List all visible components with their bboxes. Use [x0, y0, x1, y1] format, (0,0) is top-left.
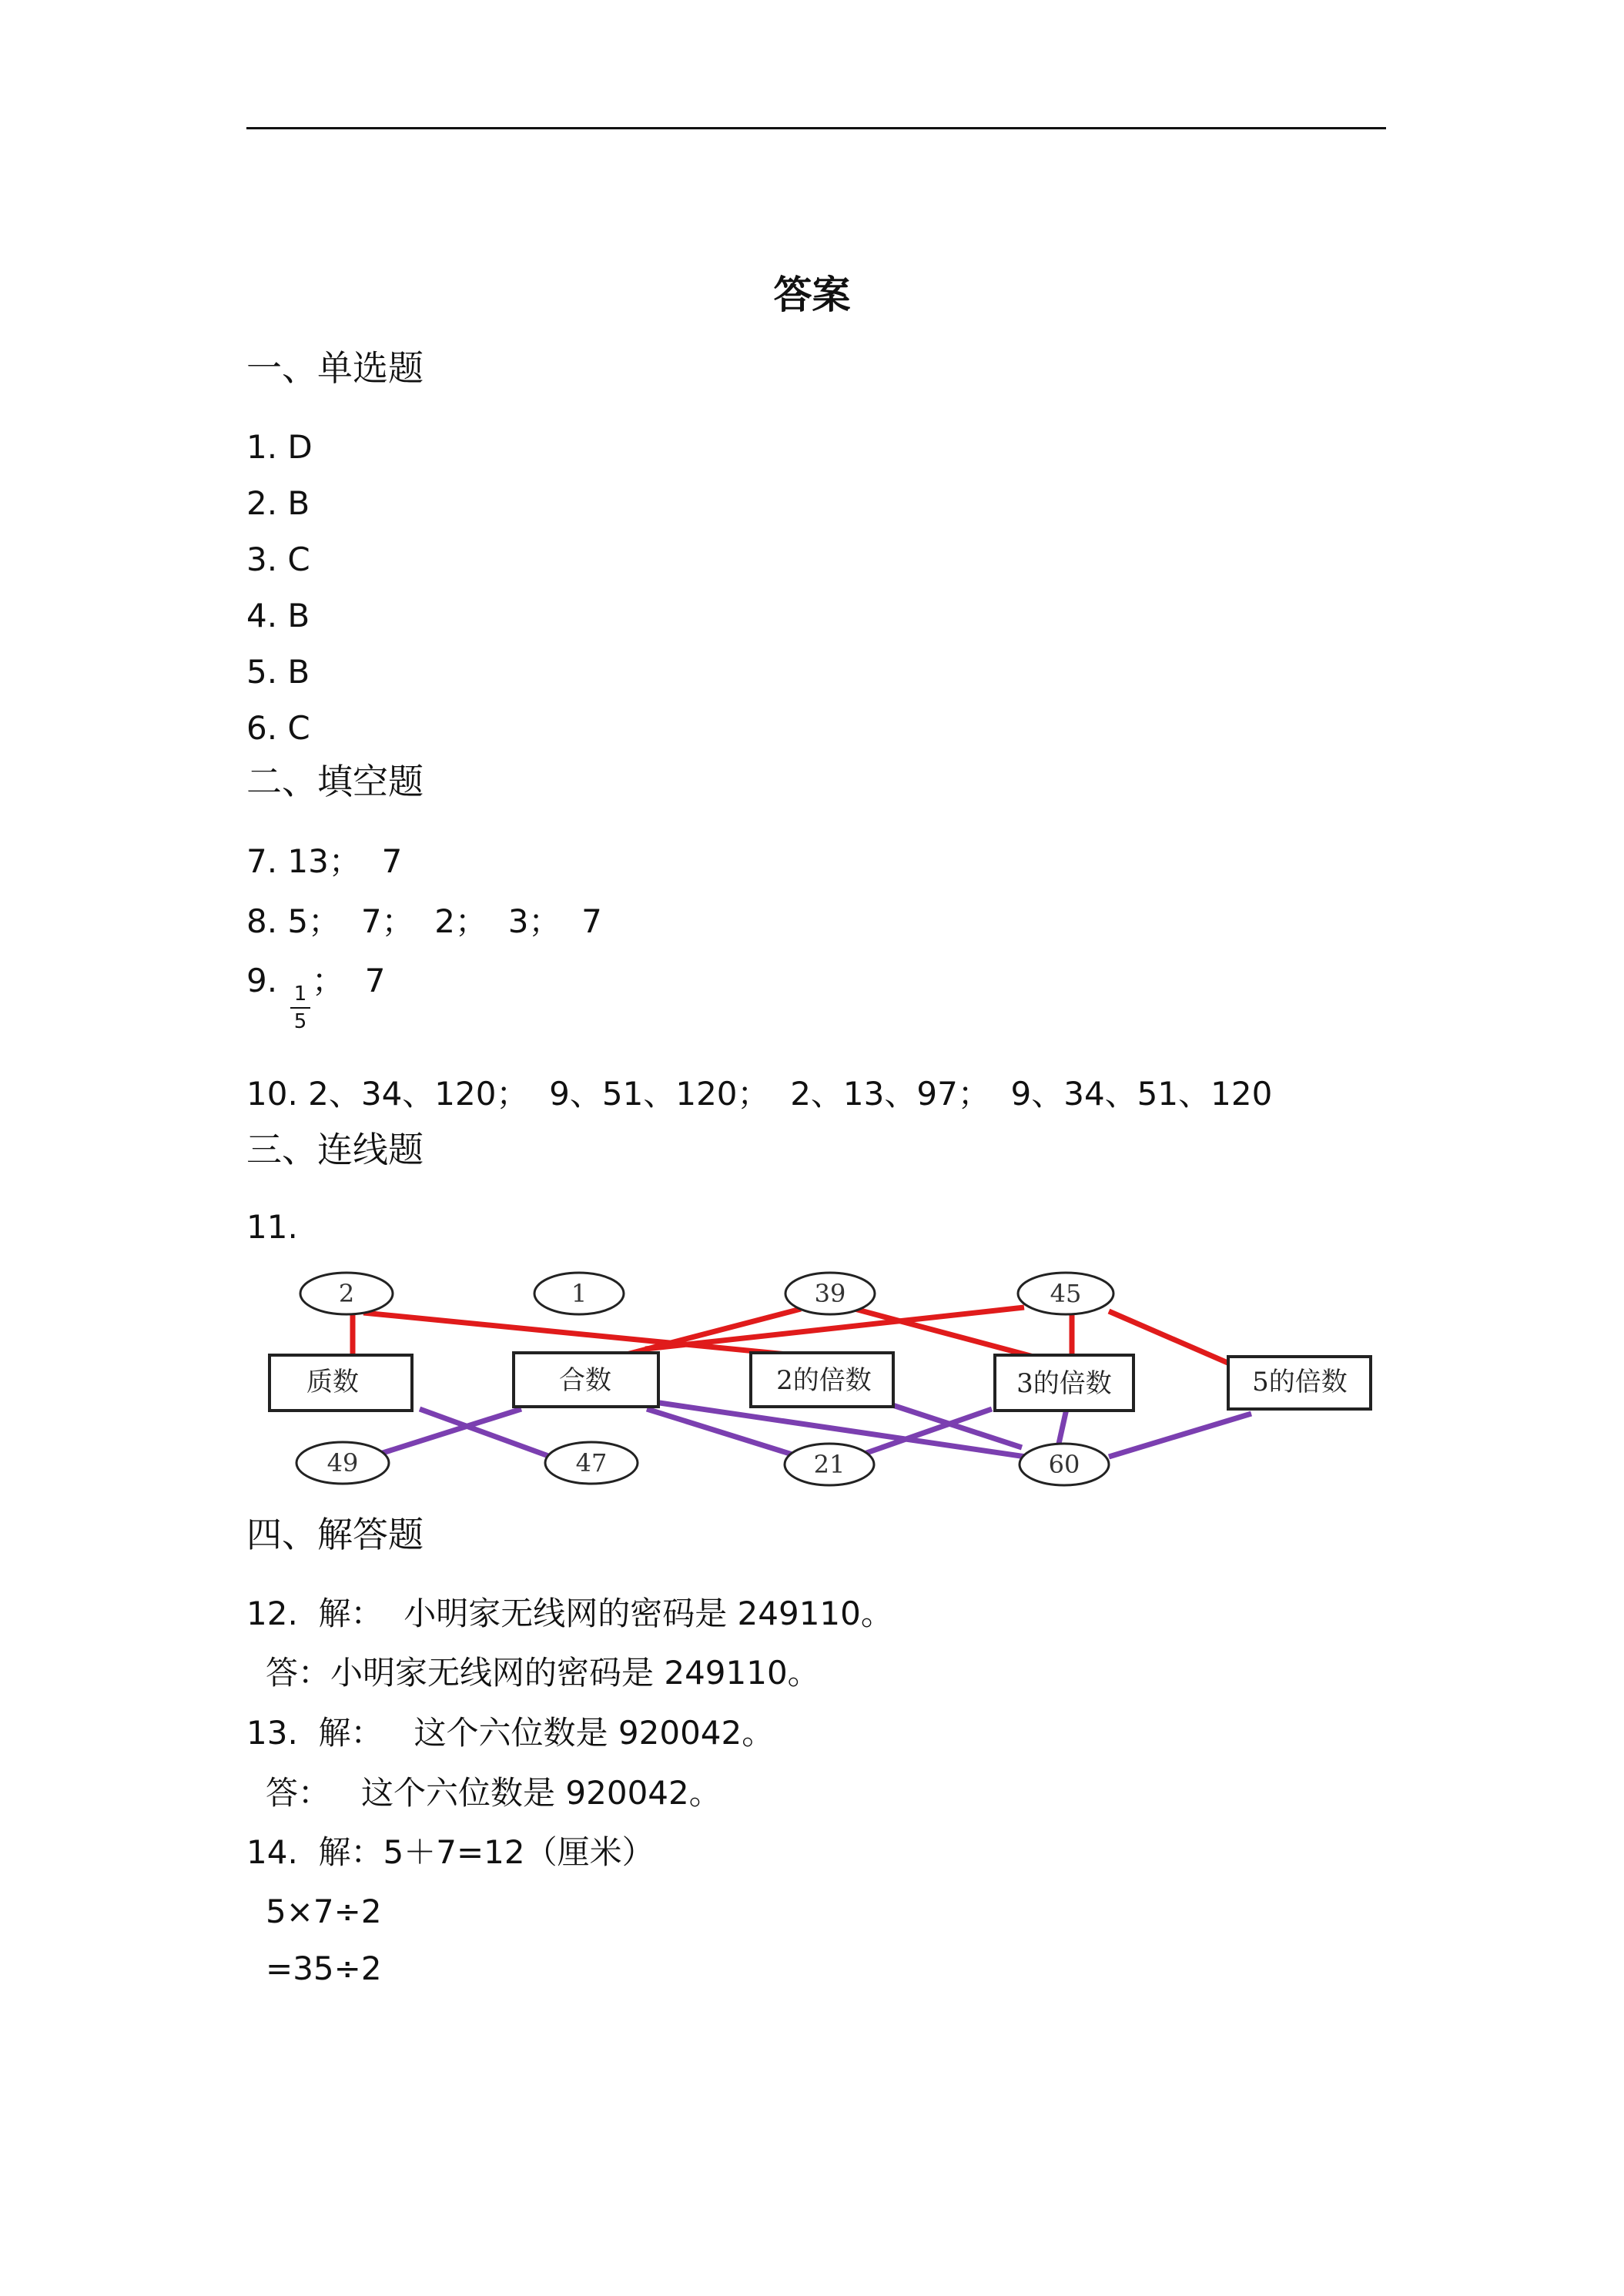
section-heading-solutions: 四、解答题	[246, 1514, 424, 1555]
number-bottom-3: 21	[813, 1450, 845, 1479]
category-multiple-of-2: 2的倍数	[776, 1365, 872, 1396]
number-bottom-1: 49	[326, 1448, 359, 1478]
link-2-multiple-of-2	[363, 1313, 795, 1355]
answer-line-3: 3. C	[246, 541, 310, 578]
link-multiple-of-5-60	[1109, 1414, 1251, 1457]
answer-line-5: 5. B	[246, 653, 310, 691]
answer-line-4: 4. B	[246, 597, 310, 634]
category-multiple-of-5: 5的倍数	[1252, 1367, 1348, 1397]
link-composite-21	[647, 1409, 807, 1459]
answer-line-13-answer: 答： 这个六位数是 920042。	[266, 1774, 722, 1812]
answer-line-9-prefix: 9.	[246, 962, 278, 999]
fraction-numerator: 1	[293, 982, 307, 1006]
number-top-1: 2	[338, 1279, 355, 1308]
answer-line-13: 13. 解： 这个六位数是 920042。	[246, 1714, 775, 1752]
number-top-2: 1	[571, 1279, 588, 1308]
fraction-denominator: 5	[293, 1010, 307, 1033]
answer-line-6: 6. C	[246, 709, 310, 747]
number-top-3: 39	[814, 1279, 846, 1308]
section-heading-fill-blank: 二、填空题	[246, 761, 424, 802]
answer-line-2: 2. B	[246, 484, 310, 522]
answer-line-14-step-3: =35÷2	[266, 1950, 382, 1987]
link-multiple-of-3-60	[1059, 1409, 1066, 1444]
answer-line-10: 10. 2、34、120； 9、51、120； 2、13、97； 9、34、51、120	[246, 1075, 1273, 1113]
answer-line-11: 11.	[246, 1208, 298, 1246]
section-heading-matching: 三、连线题	[246, 1129, 424, 1170]
section-heading-single-choice: 一、单选题	[246, 347, 424, 389]
answer-line-14-step-2: 5×7÷2	[266, 1893, 382, 1930]
number-bottom-4: 60	[1048, 1450, 1080, 1479]
number-top-4: 45	[1050, 1279, 1082, 1308]
answer-line-1: 1. D	[246, 428, 313, 466]
answer-line-8: 8. 5； 7； 2； 3； 7	[246, 902, 602, 940]
page-title: 答案	[773, 272, 851, 317]
answer-line-12-answer: 答：小明家无线网的密码是 249110。	[266, 1654, 820, 1692]
number-bottom-2: 47	[575, 1448, 608, 1478]
category-composite: 合数	[559, 1365, 611, 1396]
answer-line-7: 7. 13； 7	[246, 842, 403, 880]
category-prime: 质数	[306, 1367, 359, 1397]
category-multiple-of-3: 3的倍数	[1016, 1368, 1112, 1399]
answer-line-12: 12. 解： 小明家无线网的密码是 249110。	[246, 1595, 893, 1632]
answer-line-9-suffix: ； 7	[312, 962, 386, 999]
answer-line-14: 14. 解：5＋7=12（厘米）	[246, 1833, 655, 1871]
